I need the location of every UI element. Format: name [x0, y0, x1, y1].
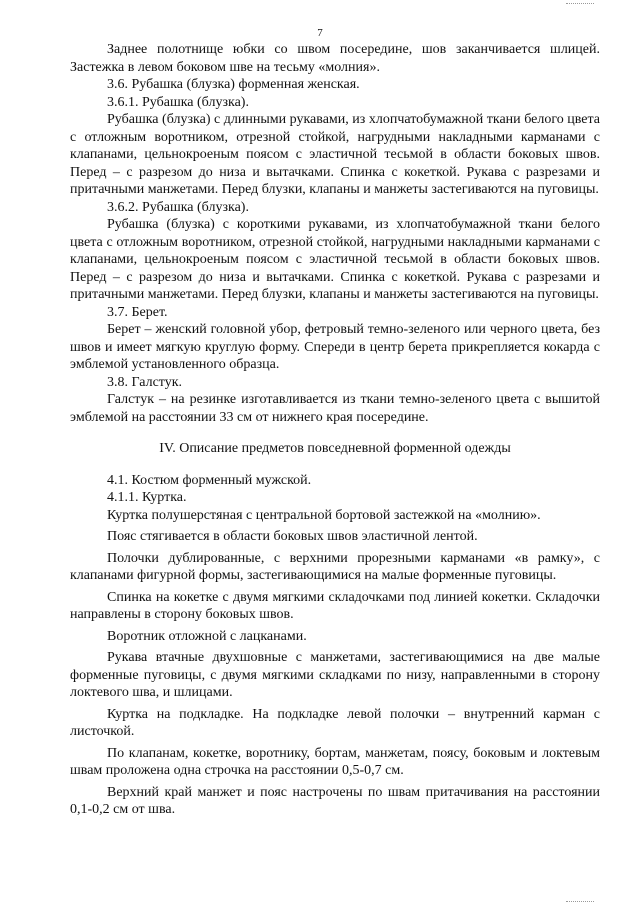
- paragraph: Полочки дублированные, с верхними прорезными карманами «в рамку», с клапанами фигурной формы, застегивающимися на малые форменные пуговицы.: [70, 550, 600, 583]
- subsection-heading: 3.6.1. Рубашка (блузка).: [107, 94, 249, 110]
- scan-mark: [566, 901, 594, 903]
- paragraph: Куртка на подкладке. На подкладке левой полочки – внутренний карман с листочкой.: [70, 706, 600, 739]
- paragraph: Рукава втачные двухшовные с манжетами, застегивающимися на две малые форменные пуговицы, с двумя мягкими складками по низу, направленными в сторону локтевого шва, и шлицами.: [70, 650, 600, 700]
- scan-mark: [566, 3, 594, 5]
- subsection-heading: 3.6.2. Рубашка (блузка).: [107, 199, 249, 215]
- subsection-heading: 4.1. Костюм форменный мужской.: [107, 472, 312, 488]
- subsection-heading: 3.8. Галстук.: [107, 374, 183, 390]
- paragraph: По клапанам, кокетке, воротнику, бортам, манжетам, поясу, боковым и локтевым швам проложена одна строчка на расстоянии 0,5-0,7 см.: [70, 745, 600, 778]
- paragraph: Воротник отложной с лацканами.: [107, 628, 307, 644]
- paragraph: Берет – женский головной убор, фетровый темно-зеленого или черного цвета, без швов и имеет мягкую круглую форму. Спереди в центр берета прикрепляется кокарда с эмблемой установленного образца.: [70, 322, 600, 372]
- paragraph: Галстук – на резинке изготавливается из ткани темно-зеленого цвета с вышитой эмблемой на расстоянии 33 см от нижнего края посередине.: [70, 392, 600, 425]
- subsection-heading: 3.6. Рубашка (блузка) форменная женская.: [107, 77, 360, 92]
- paragraph: Пояс стягивается в области боковых швов эластичной лентой.: [107, 529, 478, 544]
- paragraph: Заднее полотнище юбки со швом посередине, шов заканчивается шлицей. Застежка в левом боковом шве на тесьму «молния».: [70, 42, 600, 75]
- section-heading: IV. Описание предметов повседневной форменной одежды: [159, 441, 511, 456]
- subsection-heading: 4.1.1. Куртка.: [107, 490, 187, 505]
- paragraph: Спинка на кокетке с двумя мягкими складочками под линией кокетки. Складочки направлены в сторону боковых швов.: [70, 589, 600, 622]
- subsection-heading: 3.7. Берет.: [107, 304, 168, 320]
- paragraph: Куртка полушерстяная с центральной бортовой застежкой на «молнию».: [107, 507, 541, 523]
- paragraph: Рубашка (блузка) с короткими рукавами, из хлопчатобумажной ткани белого цвета с отложным воротником, отрезной стойкой, нагрудными накладными карманами с клапанами, цельнокроеным поясом с эластичной тесьмой в области боковых швов. Перед – с разрезом до низа и вытачками. Спинка с кокеткой. Рукава с разрезами и притачными манжетами. Перед блузки, клапаны и манжеты застегиваются на пуговицы.: [70, 217, 600, 302]
- document-body: [70, 41, 600, 819]
- page-number: 7: [317, 27, 323, 39]
- paragraph: Рубашка (блузка) с длинными рукавами, из хлопчатобумажной ткани белого цвета с отложным воротником, отрезной стойкой, нагрудными накладными карманами с клапанами, цельнокроеным поясом с эластичной тесьмой в области боковых швов. Перед – с разрезом до низа и вытачками. Спинка с кокеткой. Рукава с разрезами и притачными манжетами. Перед блузки, клапаны и манжеты застегиваются на пуговицы.: [70, 112, 600, 197]
- paragraph: Верхний край манжет и пояс настрочены по швам притачивания на расстоянии 0,1-0,2 см от шва.: [70, 784, 600, 817]
